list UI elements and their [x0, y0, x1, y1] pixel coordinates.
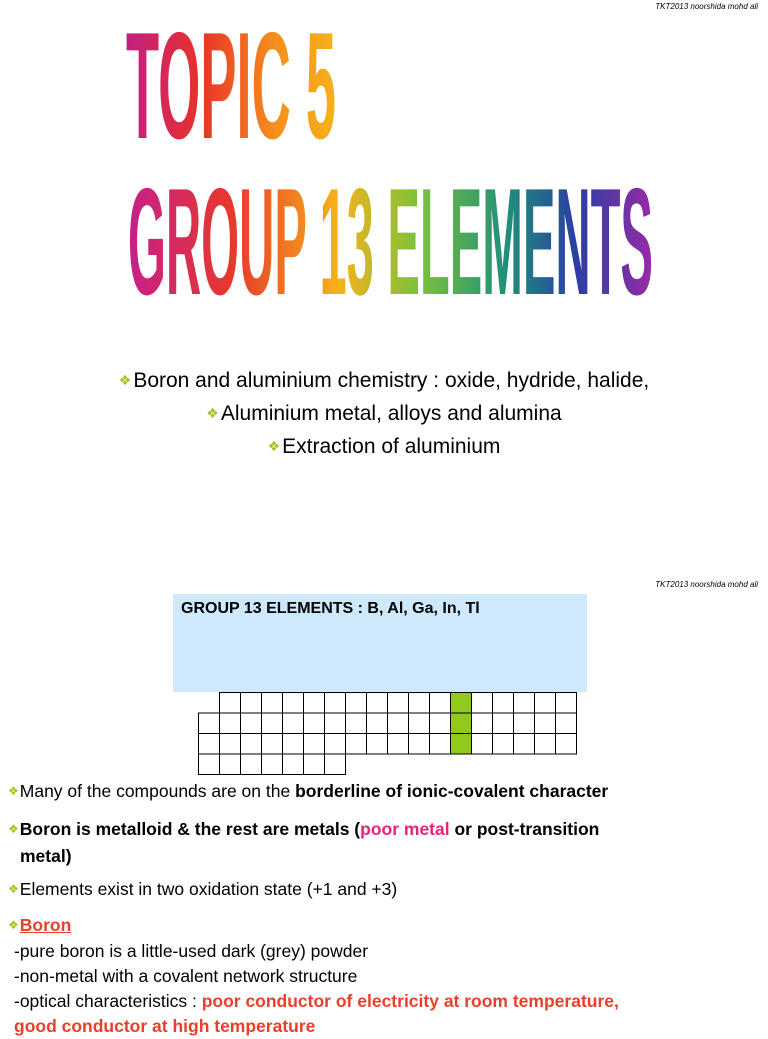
periodic-cell	[430, 693, 451, 714]
topic-item: ❖Aluminium metal, alloys and alumina	[206, 402, 562, 425]
periodic-cell	[325, 713, 346, 734]
periodic-cell	[304, 713, 325, 734]
periodic-cell	[367, 713, 388, 734]
boron-detail-3: -optical characteristics : poor conductor of electricity at room temperature,	[14, 991, 619, 1011]
group-13-cell	[451, 713, 472, 734]
periodic-cell	[283, 693, 304, 714]
periodic-cell	[325, 754, 346, 775]
periodic-cell	[388, 734, 409, 755]
slide-credit-top: TKT2013 noorshida mohd ali	[655, 2, 758, 11]
periodic-cell	[514, 693, 535, 714]
periodic-cell	[241, 734, 262, 755]
diamond-bullet-icon: ❖	[8, 882, 19, 896]
diamond-bullet-icon: ❖	[8, 822, 19, 836]
boron-detail-4: good conductor at high temperature	[14, 1016, 316, 1036]
periodic-cell	[493, 734, 514, 755]
periodic-cell	[388, 693, 409, 714]
periodic-table-outline	[198, 692, 578, 778]
periodic-cell	[241, 713, 262, 734]
periodic-cell	[283, 713, 304, 734]
periodic-cell	[472, 734, 493, 755]
periodic-cell	[220, 693, 241, 714]
group-elements-title: GROUP 13 ELEMENTS : B, Al, Ga, In, Tl	[181, 600, 480, 617]
periodic-cell	[514, 734, 535, 755]
diamond-bullet-icon: ❖	[8, 918, 19, 932]
periodic-cell	[367, 693, 388, 714]
periodic-cell	[262, 693, 283, 714]
group-elements-title-box	[173, 594, 587, 692]
group-title-text: GROUP 13 ELEMENTS	[128, 157, 653, 327]
periodic-cell	[346, 713, 367, 734]
bullet-metalloid: ❖Boron is metalloid & the rest are metals (poor metal or post-transition metal)	[8, 819, 600, 866]
group-title-wordart	[0, 157, 768, 327]
diamond-bullet-icon: ❖	[118, 372, 132, 388]
periodic-cell	[472, 713, 493, 734]
periodic-cell	[241, 693, 262, 714]
topic-item: ❖Extraction of aluminium	[267, 435, 501, 458]
periodic-cell	[325, 693, 346, 714]
periodic-cell	[430, 713, 451, 734]
periodic-cell	[304, 754, 325, 775]
bullet-boron-heading: ❖Boron	[8, 915, 72, 935]
diamond-bullet-icon: ❖	[8, 784, 19, 798]
slide-credit-bottom: TKT2013 noorshida mohd ali	[655, 580, 758, 589]
bullet-ionic-covalent: ❖Many of the compounds are on the borderline of ionic-covalent character	[8, 781, 609, 801]
boron-detail-1: -pure boron is a little-used dark (grey) powder	[14, 941, 369, 961]
periodic-cell	[493, 713, 514, 734]
periodic-cell	[556, 734, 577, 755]
diamond-bullet-icon: ❖	[267, 438, 281, 454]
periodic-cell	[262, 754, 283, 775]
periodic-cell	[220, 734, 241, 755]
periodic-cell	[346, 734, 367, 755]
periodic-cell	[535, 693, 556, 714]
periodic-cell	[409, 734, 430, 755]
periodic-cell	[556, 713, 577, 734]
periodic-cell	[304, 734, 325, 755]
periodic-cell	[535, 734, 556, 755]
topics-list	[0, 365, 768, 464]
periodic-cell	[325, 734, 346, 755]
periodic-cell	[493, 693, 514, 714]
periodic-cell	[199, 713, 220, 734]
periodic-cell	[199, 734, 220, 755]
periodic-cell	[472, 693, 493, 714]
topic-title-text: TOPIC 5	[126, 1, 336, 171]
periodic-cell	[514, 713, 535, 734]
group-13-cell	[451, 734, 472, 755]
periodic-cell	[535, 713, 556, 734]
periodic-cell	[283, 754, 304, 775]
group-13-cell	[451, 693, 472, 714]
periodic-cell	[199, 754, 220, 775]
periodic-cell	[388, 713, 409, 734]
boron-detail-2: -non-metal with a covalent network structure	[14, 966, 358, 986]
periodic-cell	[262, 734, 283, 755]
diamond-bullet-icon: ❖	[206, 405, 219, 421]
periodic-cell	[283, 734, 304, 755]
periodic-cell	[409, 693, 430, 714]
periodic-cell	[220, 713, 241, 734]
bullet-oxidation-state: ❖Elements exist in two oxidation state (+1 and +3)	[8, 879, 398, 899]
periodic-cell	[241, 754, 262, 775]
periodic-cell	[304, 693, 325, 714]
periodic-cell	[220, 754, 241, 775]
periodic-cell	[262, 713, 283, 734]
periodic-cell	[367, 734, 388, 755]
periodic-cell	[430, 734, 451, 755]
periodic-cell	[556, 693, 577, 714]
topic-item: ❖Boron and aluminium chemistry : oxide, hydride, halide,	[118, 369, 650, 392]
periodic-cell	[346, 693, 367, 714]
periodic-cell	[409, 713, 430, 734]
